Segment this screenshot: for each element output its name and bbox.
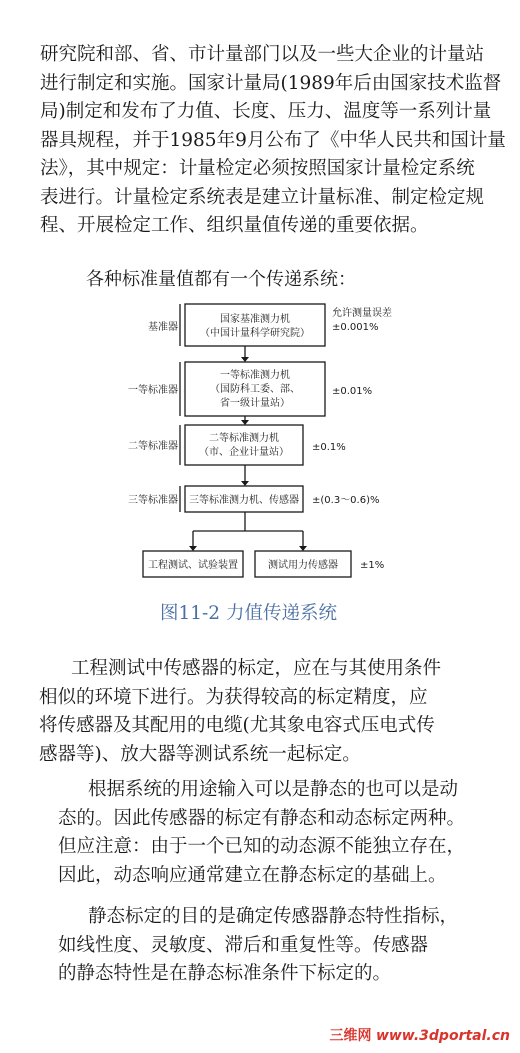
text-line: 进行制定和实施。国家计量局(1989年后由国家技术监督 bbox=[40, 72, 502, 94]
error-value: ±0.001% bbox=[332, 322, 379, 333]
box-text: 国家基准测力机 bbox=[220, 314, 290, 325]
text-line: 研究院和部、省、市计量部门以及一些大企业的计量站 bbox=[40, 44, 485, 65]
text-line: 但应注意：由于一个已知的动态源不能独立存在， bbox=[58, 836, 466, 857]
box-text: （国防科工委、部、 bbox=[210, 384, 300, 395]
text-line: 相似的环境下进行。为获得较高的标定精度，应 bbox=[39, 686, 428, 708]
text-line: 程、开展检定工作、组织量值传递的重要依据。 bbox=[40, 215, 429, 236]
level-label: 三等标准器 bbox=[128, 495, 178, 506]
text-line: 根据系统的用途输入可以是静态的也可以是动 bbox=[88, 779, 459, 800]
text-line: 工程测试中传感器的标定，应在与其使用条件 bbox=[71, 658, 442, 679]
box-text: 二等标准测力机 bbox=[209, 433, 279, 444]
error-value: ±0.01% bbox=[332, 386, 373, 397]
box-text: 一等标准测力机 bbox=[220, 370, 290, 381]
text-line: 局)制定和发布了力值、长度、压力、温度等一系列计量 bbox=[40, 101, 492, 122]
text-line: 表进行。计量检定系统表是建立计量标准、制定检定规 bbox=[40, 186, 485, 208]
level-label: 二等标准器 bbox=[128, 441, 178, 452]
error-value: ±(0.3～0.6)% bbox=[312, 495, 380, 506]
text-line: 静态标定的目的是确定传感器静态特性指标， bbox=[88, 906, 459, 927]
bottom-box-text: 工程测试、试验装置 bbox=[148, 560, 238, 571]
text-line: 如线性度、灵敏度、滞后和重复性等。传感器 bbox=[58, 934, 429, 956]
watermark-logo-text: 三维网 bbox=[329, 1028, 372, 1044]
level-box-primary bbox=[185, 304, 325, 346]
error-value: ±1% bbox=[360, 560, 385, 571]
paragraph-2 bbox=[0, 655, 441, 769]
diagram-intro: 各种标准量值都有一个传递系统： bbox=[86, 269, 356, 290]
text-line: 的静态特性是在静态标准条件下标定的。 bbox=[58, 963, 392, 984]
paragraph-3 bbox=[0, 776, 465, 890]
box-text: （中国计量科学研究院） bbox=[200, 328, 310, 339]
text-line: 感器等)、放大器等测试系统一起标定。 bbox=[39, 743, 361, 765]
text-line: 将传感器及其配用的电缆(尤其象电容式压电式传 bbox=[39, 715, 435, 736]
error-label: 允许测量误差 bbox=[332, 308, 392, 319]
paragraph-4 bbox=[0, 903, 458, 989]
text-line: 态的。因此传感器的标定有静态和动态标定两种。 bbox=[58, 807, 466, 829]
text-line: 法》，其中规定：计量检定必须按照国家计量检定系统 bbox=[40, 158, 475, 179]
error-value: ±0.1% bbox=[312, 442, 346, 453]
paragraph-1 bbox=[0, 41, 506, 241]
level-label: 一等标准器 bbox=[128, 385, 178, 396]
site-watermark bbox=[329, 1025, 510, 1045]
level-label: 基准器 bbox=[148, 322, 178, 333]
force-transfer-diagram bbox=[0, 290, 520, 590]
box-text: 三等标准测力机、传感器 bbox=[189, 495, 299, 506]
box-text: 省一级计量站） bbox=[220, 398, 290, 409]
bottom-box-text: 测试用力传感器 bbox=[268, 560, 338, 571]
box-text: （市、企业计量站） bbox=[199, 447, 289, 458]
text-line: 器具规程，并于1985年9月公布了《中华人民共和国计量 bbox=[40, 129, 506, 151]
figure-caption: 图11-2 力值传递系统 bbox=[160, 603, 337, 624]
watermark-url: www.3dportal.cn bbox=[375, 1028, 510, 1044]
text-line: 因此，动态响应通常建立在静态标定的基础上。 bbox=[58, 864, 447, 886]
level-box-second bbox=[185, 425, 303, 465]
